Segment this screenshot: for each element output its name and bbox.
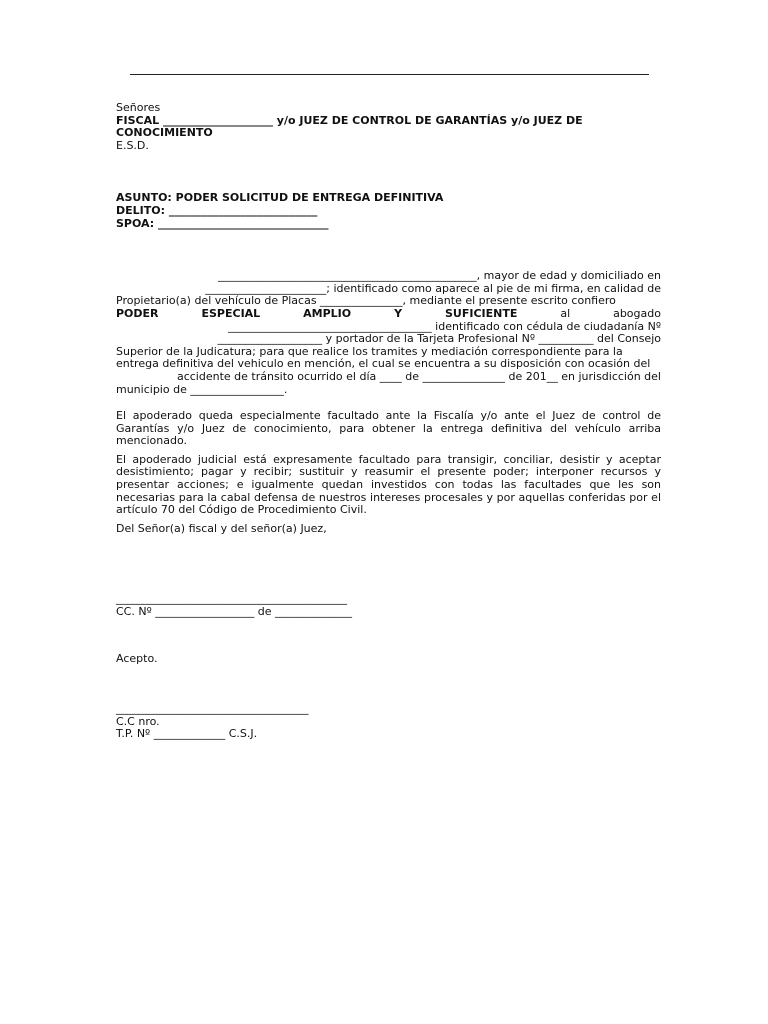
esd: E.S.D.	[116, 138, 149, 152]
signature-line-grantor: __________________________________________	[116, 592, 347, 606]
paragraph-grant-line: accidente de tránsito ocurrido el día ____ de _______________ de 201__ en jurisdicción del	[176, 369, 661, 383]
attorney-tp: T.P. Nº _____________ C.S.J.	[116, 727, 258, 741]
document-page	[116, 102, 661, 741]
paragraph-grant-line: Superior de la Judicatura; para que realice los tramites y mediación correspondiente para la	[116, 344, 623, 358]
paragraph-grant	[116, 270, 661, 396]
salutation: Señores	[116, 101, 161, 114]
poder-especial-line	[116, 308, 661, 321]
paragraph-grant-line: _______________________________________________, mayor de edad y domiciliado en	[218, 269, 661, 283]
paragraph-grant-line: entrega definitiva del vehiculo en mención, el cual se encuentra a su disposición con ocasión del	[116, 357, 651, 371]
poder-word: al	[560, 306, 571, 320]
attorney-cc: C.C nro.	[116, 714, 160, 728]
subject-asunto: ASUNTO: PODER SOLICITUD DE ENTREGA DEFINITIVA	[116, 191, 444, 205]
paragraph-grant-line: _____________________________________ identificado con cédula de ciudadanía Nº	[228, 319, 661, 333]
signature-line-attorney: ___________________________________	[116, 702, 309, 716]
top-rule	[130, 74, 649, 75]
paragraph-powers: El apoderado judicial está expresamente facultado para transigir, conciliar, desistir y aceptar desistimiento; pagar y recibir; sustituir y reasumir el presente poder; interponer recursos y presentar acciones; e igualmente quedan investidos con todas las facultades que les son necesarias para la cabal defensa de nuestros intereses procesales y por aquellas conferidas por el artículo 70 del Código de Procedimiento Civil.	[116, 452, 661, 517]
paragraph-grant-line: ___________________ y portador de la Tarjeta Profesional Nº __________ del Consejo	[217, 332, 661, 346]
subject-delito: DELITO: ___________________________	[116, 203, 318, 217]
poder-word: Y	[394, 306, 403, 320]
poder-word: PODER	[116, 306, 159, 320]
closing: Del Señor(a) fiscal y del señor(a) Juez,	[116, 521, 327, 535]
paragraph-authority: El apoderado queda especialmente facultado ante la Fiscalía y/o ante el Juez de control de Garantías y/o Juez de conocimiento, para obtener la entrega definitiva del vehículo arriba mencionado.	[116, 409, 661, 448]
addressee-line-1: FISCAL ____________________ y/o JUEZ DE CONTROL DE GARANTÍAS y/o JUEZ DE	[116, 113, 583, 127]
grantor-id: CC. Nº __________________ de ______________	[116, 605, 353, 619]
poder-word: AMPLIO	[303, 306, 352, 320]
poder-word: SUFICIENTE	[445, 306, 518, 320]
acceptance: Acepto.	[116, 651, 158, 665]
paragraph-grant-line: municipio de _________________.	[116, 382, 288, 396]
paragraph-grant-line: ______________________; identificado como aparece al pie de mi firma, en calidad de	[205, 281, 661, 295]
subject-spoa: SPOA: _______________________________	[116, 216, 329, 230]
poder-word: abogado	[613, 306, 661, 320]
paragraph-grant-line: Propietario(a) del vehículo de Placas _______________, mediante el presente escrito confiero	[116, 294, 616, 308]
poder-word: ESPECIAL	[201, 306, 261, 320]
addressee-line-2: CONOCIMIENTO	[116, 126, 213, 140]
